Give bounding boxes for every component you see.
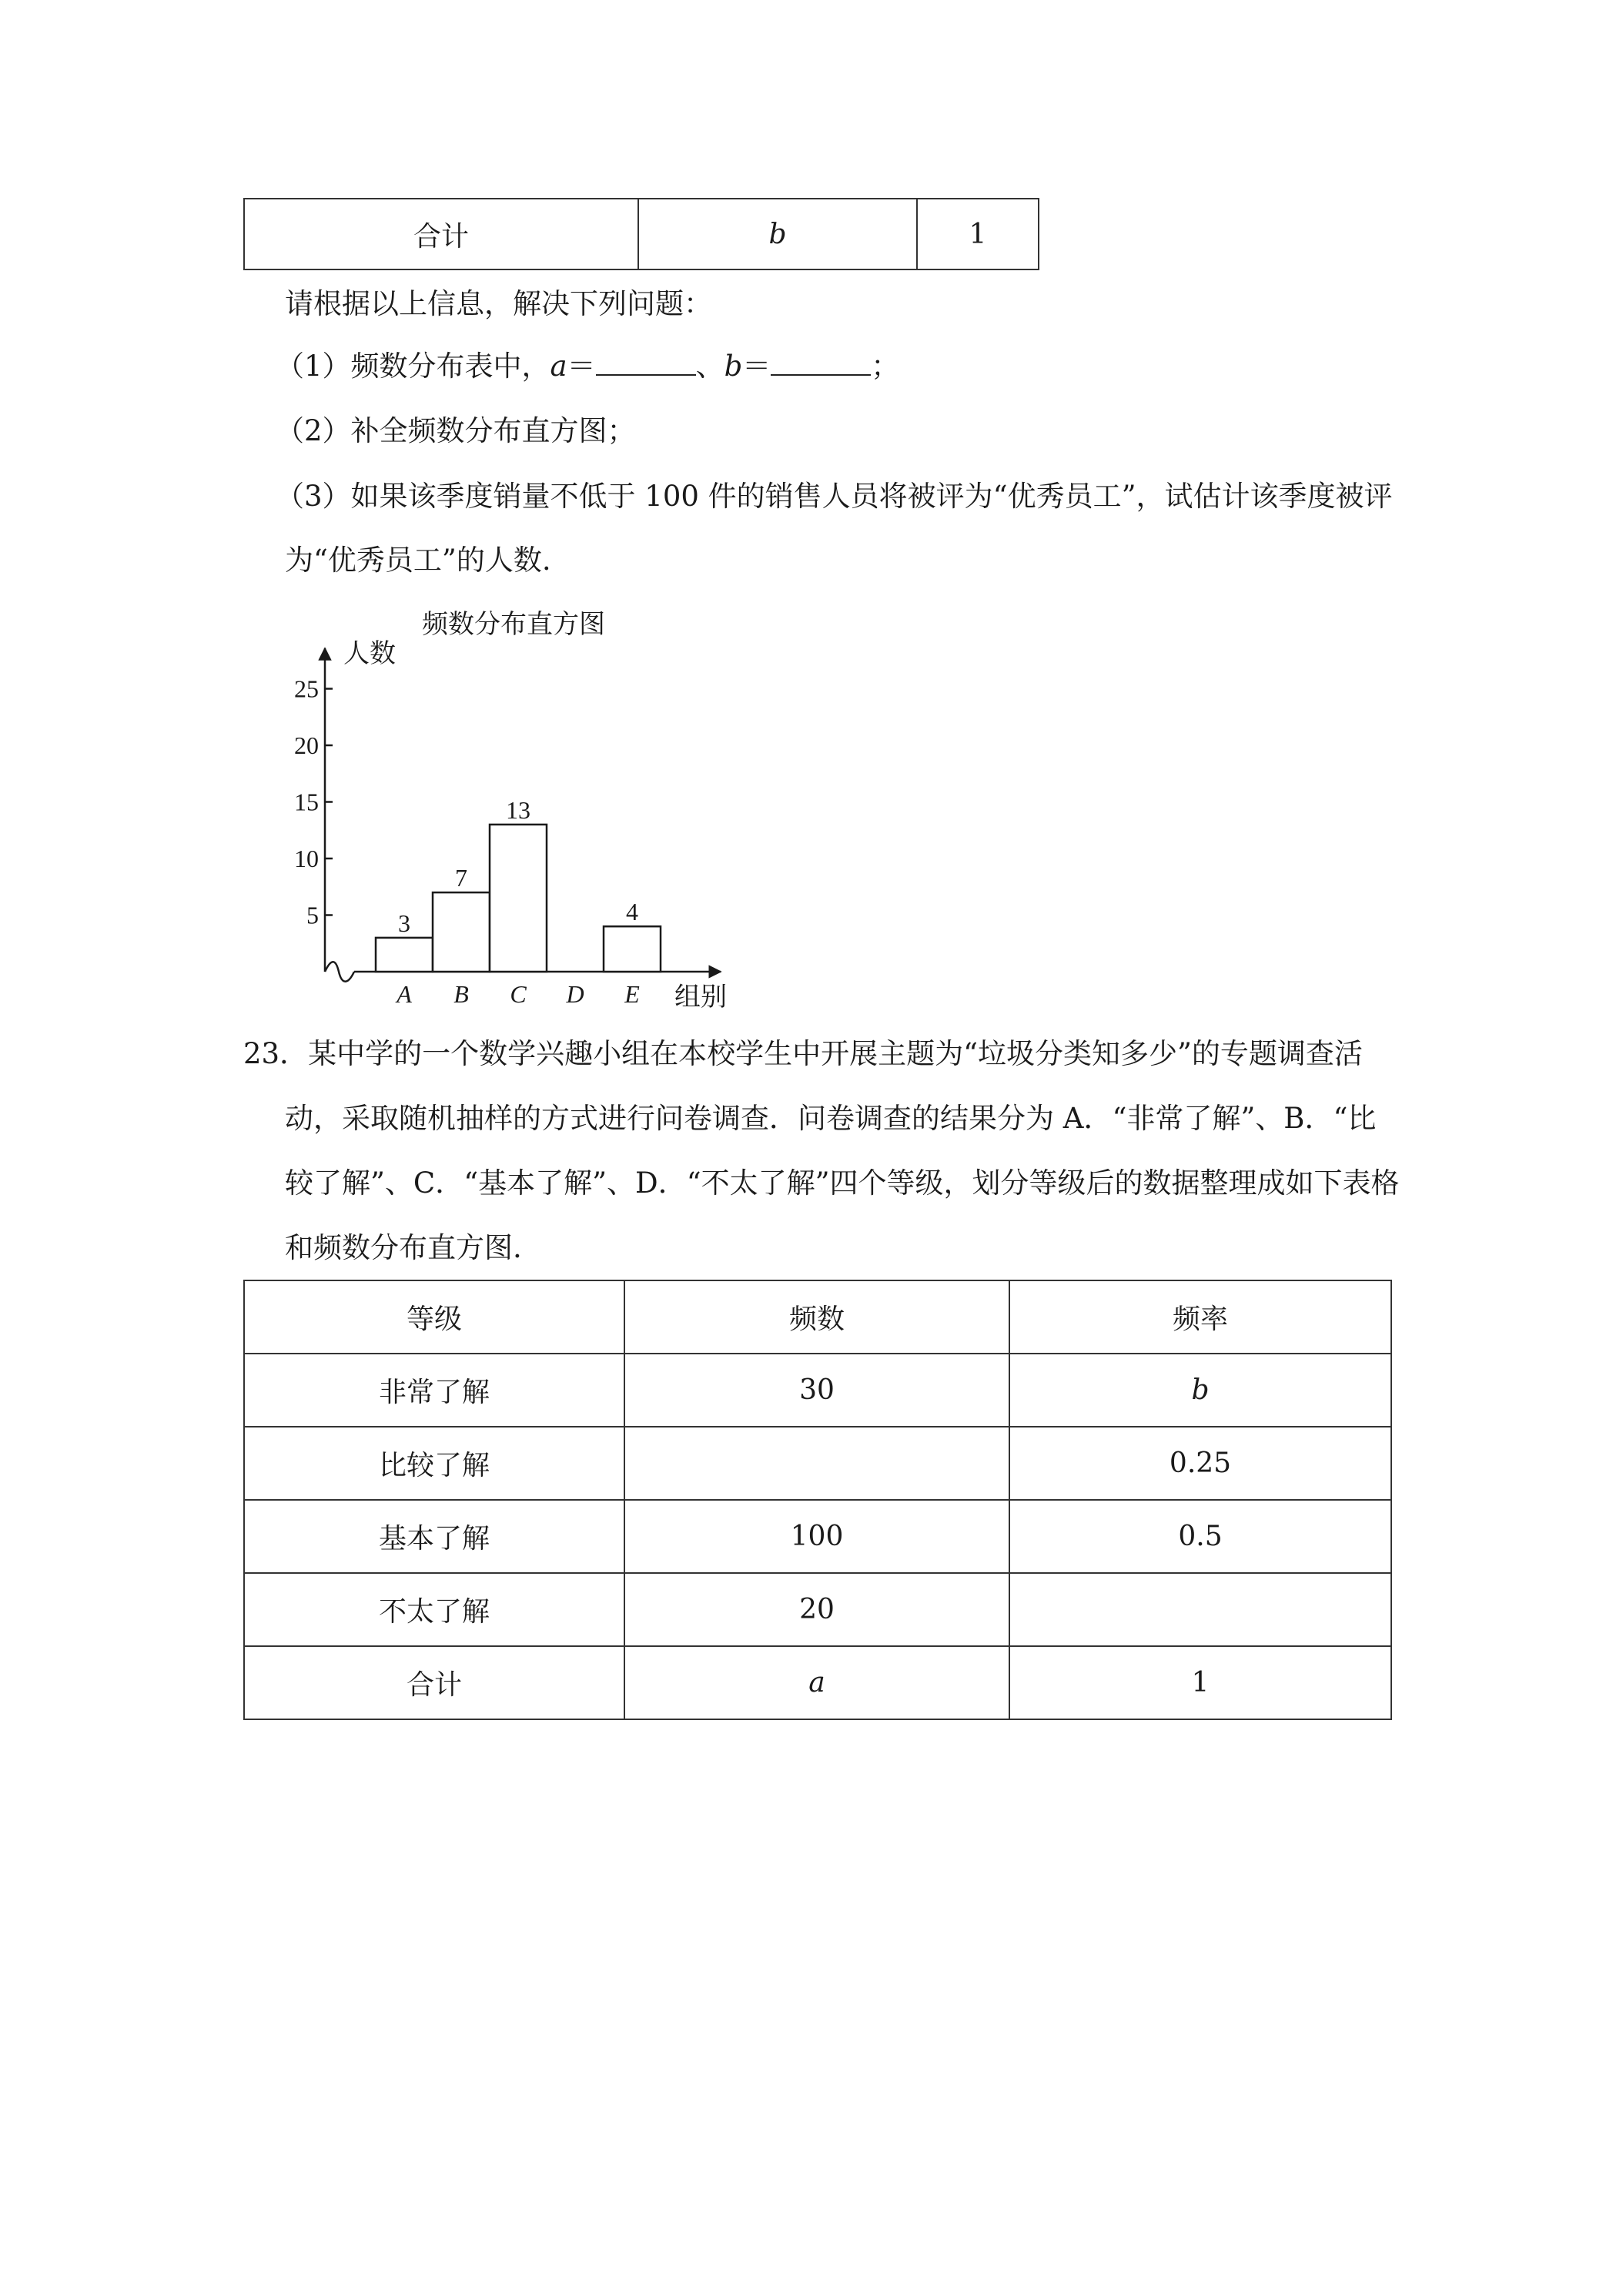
equals-sign: ＝: [567, 350, 596, 383]
bar-c: [490, 825, 547, 972]
bar-value-label: 7: [455, 864, 467, 892]
q23-line1-text: 某中学的一个数学兴趣小组在本校学生中开展主题为“垃圾分类知多少”的专题调查活: [308, 1037, 1363, 1070]
table-cell: 1: [1009, 1646, 1391, 1719]
y-tick-label: 20: [294, 731, 319, 759]
category-labels: [395, 980, 640, 1008]
y-ticks: [294, 675, 333, 929]
frequency-table: [243, 1280, 1392, 1720]
table-cell: 合计: [244, 199, 638, 269]
table-cell: a: [624, 1646, 1009, 1719]
table-header-row: [244, 1280, 1391, 1354]
end-punct: ；: [871, 350, 900, 383]
q22-part3-line1: （3）如果该季度销量不低于 100 件的销售人员将被评为“优秀员工”，试估计该季度被评: [276, 480, 1393, 513]
category-label: C: [510, 980, 527, 1008]
table-cell: b: [1009, 1354, 1391, 1427]
table-cell: 20: [624, 1573, 1009, 1646]
bar-value-label: 4: [626, 898, 638, 926]
axis-break-mark: [325, 962, 354, 982]
q23-line1: [243, 1036, 1363, 1072]
bars: [376, 796, 661, 972]
q22-part1-prefix: （1）频数分布表中，: [276, 350, 550, 383]
bar-value-label: 13: [506, 795, 530, 824]
table-cell: 基本了解: [244, 1500, 624, 1573]
q22-part3-line2: 为“优秀员工”的人数.: [285, 544, 551, 577]
bar-b: [433, 892, 490, 972]
table-cell: 非常了解: [244, 1354, 624, 1427]
y-tick-label: 25: [294, 674, 319, 703]
bar-value-label: 3: [398, 909, 410, 937]
equals-sign: ＝: [742, 350, 771, 383]
table-cell: 比较了解: [244, 1427, 624, 1500]
table-row: [244, 1500, 1391, 1573]
table-header-cell: 等级: [244, 1280, 624, 1354]
table-cell: 30: [624, 1354, 1009, 1427]
table-cell: 0.5: [1009, 1500, 1391, 1573]
bar-a: [376, 938, 433, 972]
table-row: [244, 1573, 1391, 1646]
q22-part2: （2）补全频数分布直方图；: [276, 414, 636, 447]
question-number: 23．: [243, 1037, 309, 1070]
y-tick-label: 15: [294, 788, 319, 816]
table-cell: 100: [624, 1500, 1009, 1573]
table-row: [244, 1646, 1391, 1719]
y-tick-label: 10: [294, 845, 319, 872]
table-cell: [624, 1427, 1009, 1500]
separator: 、: [695, 350, 724, 383]
q23-line4: 和频数分布直方图.: [285, 1231, 522, 1264]
q23-line3: 较了解”、C．“基本了解”、D．“不太了解”四个等级，划分等级后的数据整理成如下表格: [285, 1166, 1400, 1200]
y-tick-label: 5: [306, 901, 319, 929]
q22-intro: 请根据以上信息，解决下列问题：: [285, 287, 712, 320]
table-cell: b: [638, 199, 917, 269]
q23-line2: 动，采取随机抽样的方式进行问卷调查．问卷调查的结果分为 A．“非常了解”、B．“比: [285, 1102, 1377, 1135]
table-header-cell: 频数: [624, 1280, 1009, 1354]
category-label: E: [624, 980, 640, 1008]
table-cell: 不太了解: [244, 1573, 624, 1646]
table-row: [244, 1427, 1391, 1500]
chart-title: 频数分布直方图: [422, 609, 605, 640]
table-cell: 1: [917, 199, 1039, 269]
var-b: b: [724, 350, 743, 383]
y-axis-label: 人数: [343, 638, 396, 669]
table-cell: [1009, 1573, 1391, 1646]
x-axis-label: 组别: [674, 982, 727, 1012]
category-label: D: [566, 980, 584, 1008]
var-a: a: [550, 350, 567, 383]
table-header-cell: 频率: [1009, 1280, 1391, 1354]
table-cell: 0.25: [1009, 1427, 1391, 1500]
bar-e: [604, 926, 661, 972]
table-row: [244, 1354, 1391, 1427]
category-label: B: [453, 980, 469, 1008]
table-cell: 合计: [244, 1646, 624, 1719]
category-label: A: [397, 980, 412, 1008]
